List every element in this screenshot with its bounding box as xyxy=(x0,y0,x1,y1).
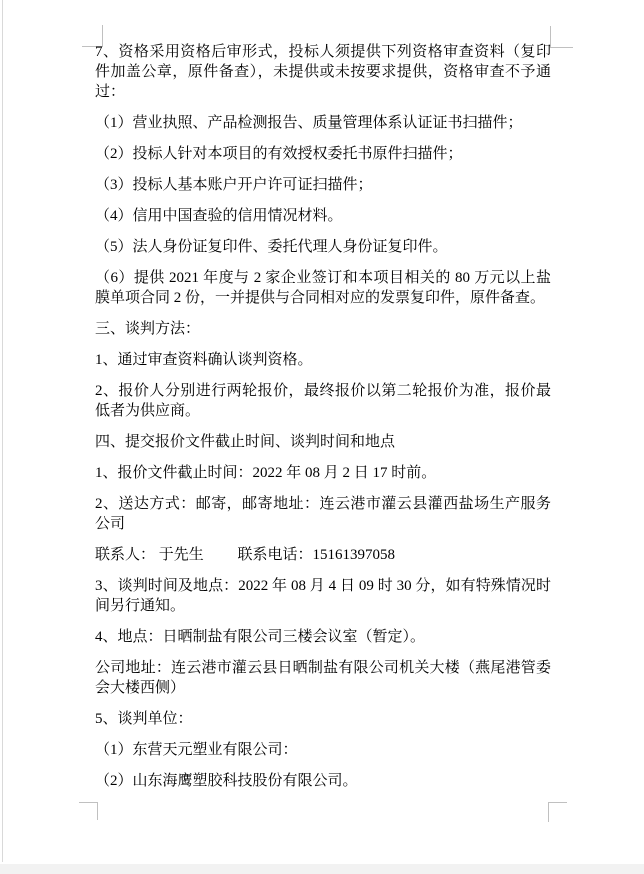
document-body-text xyxy=(95,42,551,791)
text-boundary-mark-top-right xyxy=(550,26,573,48)
paragraph: 3、谈判时间及地点：2022 年 08 月 4 日 09 时 30 分，如有特殊情况时间另行通知。 xyxy=(95,578,551,614)
paragraph: 2、送达方式：邮寄，邮寄地址：连云港市灌云县灌西盐场生产服务公司 xyxy=(95,496,551,532)
paragraph: 1、报价文件截止时间：2022 年 08 月 2 日 17 时前。 xyxy=(95,465,437,481)
paragraph: （5）法人身份证复印件、委托代理人身份证复印件。 xyxy=(95,239,448,255)
paragraph: （4）信用中国查验的信用情况材料。 xyxy=(95,208,343,224)
text-boundary-mark-bottom-right xyxy=(548,802,567,822)
paragraph: 4、地点：日晒制盐有限公司三楼会议室（暂定）。 xyxy=(95,629,426,645)
paragraph: （1）东营天元塑业有限公司： xyxy=(95,742,298,758)
page-bottom-gap xyxy=(0,864,644,874)
paragraph: （2）山东海鹰塑胶科技股份有限公司。 xyxy=(95,773,358,789)
paragraph: 公司地址：连云港市灌云县日晒制盐有限公司机关大楼（燕尾港管委会大楼西侧） xyxy=(95,660,551,696)
paragraph: （3）投标人基本账户开户许可证扫描件； xyxy=(95,177,373,193)
paragraph: 三、谈判方法： xyxy=(95,321,201,337)
paragraph: 7、资格采用资格后审形式，投标人须提供下列资格审查资料（复印件加盖公章，原件备查），未提供或未按要求提供，资格审查不予通过： xyxy=(95,44,551,100)
paragraph: （1）营业执照、产品检测报告、质量管理体系认证证书扫描件； xyxy=(95,115,523,131)
paragraph: 5、谈判单位： xyxy=(95,711,193,727)
paragraph: （2）投标人针对本项目的有效授权委托书原件扫描件； xyxy=(95,146,463,162)
paragraph: 四、提交报价文件截止时间、谈判时间和地点 xyxy=(95,434,396,450)
paragraph-contact-line: 联系人： 于先生 联系电话：15161397058 xyxy=(95,547,396,563)
paragraph: 2、报价人分别进行两轮报价，最终报价以第二轮报价为准，报价最低者为供应商。 xyxy=(95,383,551,419)
paragraph: 1、通过审查资料确认谈判资格。 xyxy=(95,352,313,368)
paragraph: （6）提供 2021 年度与 2 家企业签订和本项目相关的 80 万元以上盐膜单项合同 2 份，一并提供与合同相对应的发票复印件，原件备查。 xyxy=(95,270,551,306)
text-boundary-mark-bottom-left xyxy=(79,802,98,820)
page-left-edge xyxy=(2,0,3,862)
